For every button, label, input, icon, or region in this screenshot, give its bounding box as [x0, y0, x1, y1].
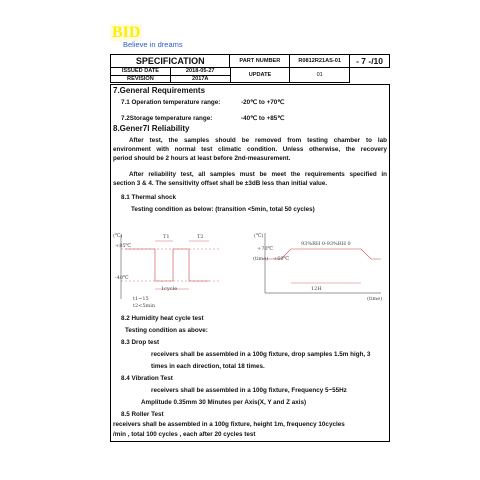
- para-2-line-1: After reliability test, all samples must be meet the requirements specified in: [129, 171, 387, 178]
- section-7-title: 7.General Requirements: [113, 86, 206, 95]
- para-1-line-3: period should be 2 hours at least before 2nd-measurement.: [113, 155, 291, 162]
- section-7-1-value: -20℃ to +70℃: [241, 99, 285, 106]
- d2-x-unit: (time): [367, 296, 383, 302]
- spec-header-table: [110, 54, 390, 68]
- section-8-4-title: 8.4 Vibration Test: [121, 375, 173, 382]
- update-label: UPDATE: [230, 68, 290, 83]
- update-value: 01: [290, 68, 350, 83]
- revision-label: REVISION: [111, 75, 171, 83]
- d1-note2: t2<5min: [133, 303, 156, 309]
- d2-hot: +70℃: [257, 246, 274, 252]
- section-8-4-text: receivers shall be assembled in a 100g fixture, Frequency 5~55Hz: [151, 387, 347, 394]
- d1-note1: t1~15: [133, 296, 149, 302]
- section-8-3-line-1: receivers shall be assembled in a 100g fixture, drop samples 1.5m high, 3: [151, 351, 371, 358]
- page-number: - 7 -/10: [350, 55, 390, 68]
- para-1-line-1: After test, the samples should be removed from testing chamber to lab: [129, 137, 387, 144]
- d1-cold: -40℃: [115, 275, 129, 281]
- section-8-1-title: 8.1 Thermal shock: [121, 194, 176, 201]
- section-7-1: 7.1 Operation temperature range:: [121, 99, 221, 106]
- d1-y-unit: (℃): [113, 233, 123, 239]
- section-8-5-line-2: /min , total 100 cycles , each after 20 cycles test: [113, 431, 256, 438]
- section-8-5-title: 8.5 Roller Test: [121, 411, 164, 418]
- d1-cycle: 1cycle: [161, 286, 178, 292]
- section-7-2-value: -40℃ to +85℃: [241, 115, 285, 122]
- logo-mark: BID: [112, 24, 141, 41]
- section-8-2-title: 8.2 Humidity heat cycle test: [121, 315, 204, 322]
- content-frame: [110, 84, 390, 442]
- part-number-label: PART NUMBER: [230, 55, 290, 68]
- para-2-line-2: section 3 & 4. The sensitivity offset shall be ±3dB less than initial value.: [113, 180, 328, 187]
- para-1-line-2: environment with normal test climatic condition. Unless otherwise, the recovery: [113, 146, 387, 153]
- section-8-3-line-2: times in each direction, total 18 times.: [151, 363, 265, 370]
- section-8-3-title: 8.3 Drop test: [121, 339, 160, 346]
- section-8-2-condition: Testing condition as above:: [125, 327, 208, 334]
- d2-warm: +60℃: [273, 256, 290, 262]
- d1-hot: +85℃: [115, 243, 132, 249]
- d2-rh: 93%RH 0-93%RH 0: [301, 241, 351, 247]
- d1-t2: T2: [197, 234, 204, 240]
- d2-y-unit: (℃): [254, 233, 264, 239]
- section-8-1-condition: Testing condition as below: (transition <5min, total 50 cycles): [131, 206, 315, 213]
- doc-title: SPECIFICATION: [111, 55, 230, 68]
- logo-tagline: Believe in dreams: [123, 40, 183, 49]
- issued-date: 2018-05-27: [170, 68, 230, 76]
- d1-t1: T1: [163, 234, 170, 240]
- d2-time-unit: (time): [253, 256, 269, 262]
- section-8-5-line-1: receivers shall be assembled in a 100g fixture, height 1m, frequency 10cycles: [113, 421, 345, 428]
- issued-date-label: ISSUED DATE: [111, 68, 171, 76]
- part-number: R0812R21AS-01: [290, 55, 350, 68]
- d2-duration: 12H: [311, 286, 322, 292]
- revision-value: 2017A: [170, 75, 230, 83]
- shock-profile-line: [125, 249, 209, 281]
- spec-header-sub: [110, 67, 350, 83]
- section-8-title: 8.Gener7l Reliability: [113, 124, 190, 133]
- section-7-2: 7.2Storage temperature range:: [121, 115, 213, 122]
- thermal-shock-diagram: [111, 223, 231, 307]
- section-8-4-amplitude: Amplitude 0.35mm 30 Minutes per Axis(X, Y and Z axis): [141, 399, 307, 406]
